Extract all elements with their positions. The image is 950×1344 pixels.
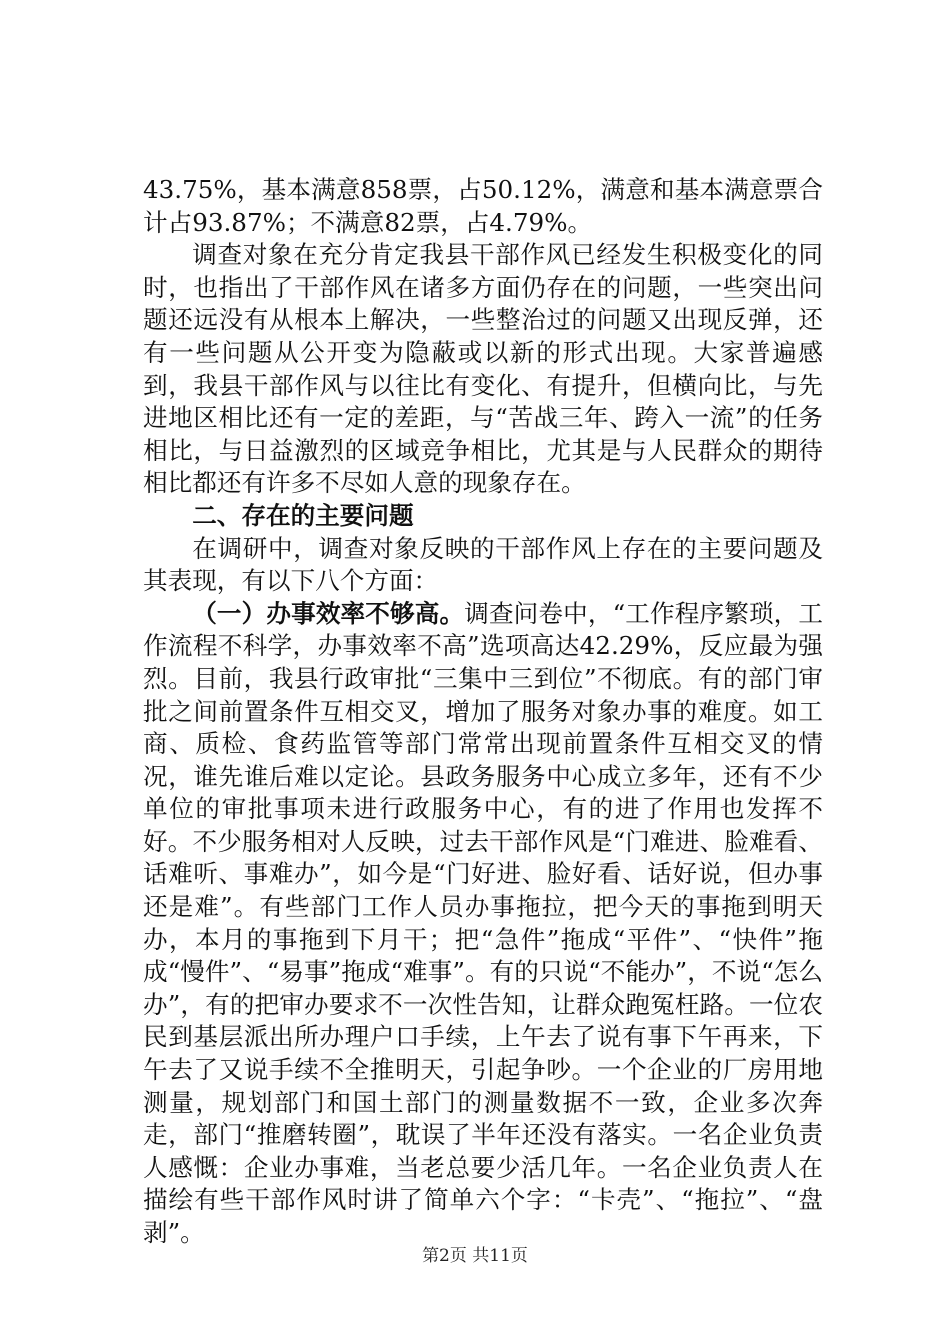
paragraph-continuation: 43.75%，基本满意858票，占50.12%，满意和基本满意票合计占93.87%；不满意82票，占4.79%。 [143, 175, 823, 237]
section-heading: 二、存在的主要问题 [192, 500, 414, 530]
page-footer: 第2页 共11页 [422, 1246, 528, 1266]
paragraph-survey-summary: 调查对象在充分肯定我县干部作风已经发生积极变化的同时，也指出了干部作风在诸多方面仍存在的问题，一些突出问题还远没有从根本上解决，一些整治过的问题又出现反弹，还有一些问题从公开变为隐蔽或以新的形式出现。大家普遍感到，我县干部作风与以往比有变化、有提升，但横向比，与先进地区相比还有一定的差距，与“苦战三年、跨入一流”的任务相比，与日益激烈的区域竞争相比，尤其是与人民群众的期待相比都还有许多不尽如人意的现象存在。 [143, 240, 823, 498]
sub-heading-efficiency: （一）办事效率不够高。 [192, 598, 465, 628]
paragraph-problems-intro: 在调研中，调查对象反映的干部作风上存在的主要问题及其表现，有以下八个方面： [143, 533, 823, 596]
document-body [143, 174, 823, 1250]
paragraph-efficiency [143, 598, 823, 1250]
paragraph-efficiency-body: 调查问卷中，“工作程序繁琐，工作流程不科学，办事效率不高”选项高达42.29%，反应最为强烈。目前，我县行政审批“三集中三到位”不彻底。有的部门审批之间前置条件互相交叉，增加了服务对象办事的难度。如工商、质检、食药监管等部门常常出现前置条件互相交叉的情况，谁先谁后难以定论。县政务服务中心成立多年，还有不少单位的审批事项未进行政服务中心，有的进了作用也发挥不好。不少服务相对人反映，过去干部作风是“门难进、脸难看、话难听、事难办”，如今是“门好进、脸好看、话好说，但办事还是难”。有些部门工作人员办事拖拉，把今天的事拖到明天办，本月的事拖到下月干；把“急件”拖成“平件”、“快件”拖成“慢件”、“易事”拖成“难事”。有的只说“不能办”，不说“怎么办”，有的把审办要求不一次性告知，让群众跑冤枉路。一位农民到基层派出所办理户口手续，上午去了说有事下午再来，下午去了又说手续不全推明天，引起争吵。一个企业的厂房用地测量，规划部门和国土部门的测量数据不一致，企业多次奔走，部门“推磨转圈”，耽误了半年还没有落实。一名企业负责人感慨：企业办事难，当老总要少活几年。一名企业负责人在描绘有些干部作风时讲了简单六个字：“卡壳”、“拖拉”、“盘剥”。 [143, 598, 823, 1247]
